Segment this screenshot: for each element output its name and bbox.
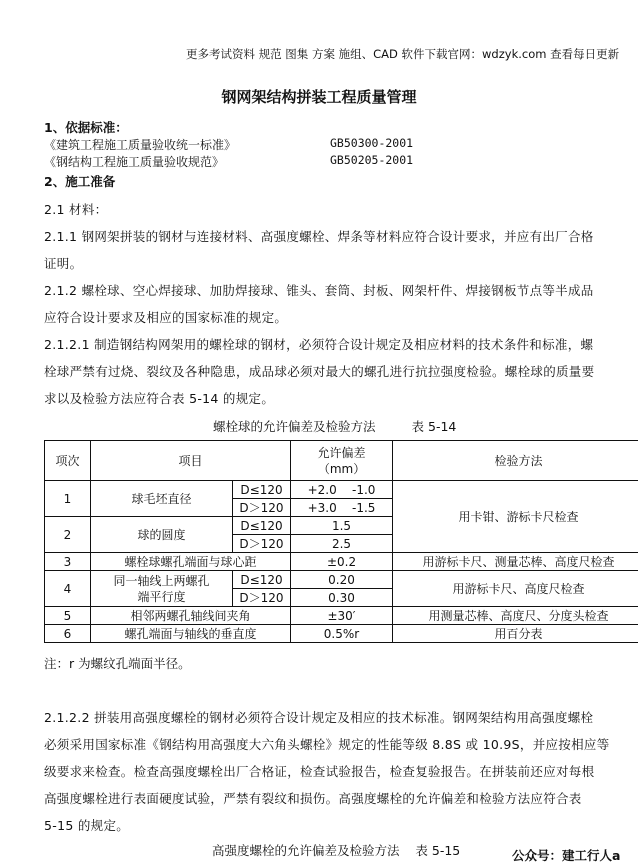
cell-item: 螺孔端面与轴线的垂直度: [91, 625, 291, 643]
cell-item: 螺栓球螺孔端面与球心距: [91, 553, 291, 571]
standard-ref-1: [44, 136, 236, 153]
para-2-1-2-2-line3: 级要求来检查。检查高强度螺栓出厂合格证，检查试验报告，检查复验报告。在拼装前还应对每根: [44, 762, 594, 780]
cell-tolerance: ±0.2: [291, 553, 393, 571]
section1-heading: 1、依据标准：: [44, 118, 128, 136]
cell-method: 用测量芯棒、高度尺、分度头检查: [393, 607, 638, 625]
header-item-no: 项次: [45, 441, 91, 481]
table-row: [45, 571, 638, 589]
table-row: [45, 481, 638, 499]
cell-item: 相邻两螺孔轴线间夹角: [91, 607, 291, 625]
para-2-1-2-1-line2: 栓球严禁有过烧、裂纹及各种隐患，成品球必须对最大的螺孔进行抗拉强度检验。螺栓球的质量要: [44, 362, 594, 380]
cell-item: 同一轴线上两螺孔 端平行度: [91, 571, 233, 607]
table-number: 表 5-14: [412, 419, 457, 434]
table-5-15-caption: [212, 841, 460, 859]
cell-no: 1: [45, 481, 91, 517]
tolerance-table-5-14: [44, 440, 638, 643]
cell-tolerance: 1.5: [291, 517, 393, 535]
cell-tolerance: 0.5%r: [291, 625, 393, 643]
cell-condition: D＞120: [233, 535, 291, 553]
cell-no: 4: [45, 571, 91, 607]
header-line: 更多考试资料 规范 图集 方案 施组、CAD 软件下载官网：wdzyk.com 查看每日更新: [186, 46, 619, 62]
cell-condition: D＞120: [233, 499, 291, 517]
table-note: 注：r 为螺纹孔端面半径。: [44, 654, 191, 672]
para-2-1-1-cont: 证明。: [44, 254, 82, 272]
para-2-1-2-2-line5: 5-15 的规定。: [44, 816, 129, 834]
table-5-14-caption: [213, 417, 456, 435]
cell-no: 5: [45, 607, 91, 625]
cell-method: 用游标卡尺、高度尺检查: [393, 571, 638, 607]
para-2-1-2-cont: 应符合设计要求及相应的国家标准的规定。: [44, 308, 287, 326]
cell-tolerance: +3.0 -1.5: [291, 499, 393, 517]
section2-heading: 2、施工准备: [44, 172, 115, 190]
header-tolerance: 允许偏差 （mm）: [291, 441, 393, 481]
para-2-1-2-2-line2: 必须采用国家标准《钢结构用高强度大六角头螺栓》规定的性能等级 8.8S 或 10.9S，并应按相应等: [44, 735, 610, 753]
cell-no: 6: [45, 625, 91, 643]
para-2-1-2-1-line1: 2.1.2.1 制造钢结构网架用的螺栓球的钢材，必须符合设计规定及相应材料的技术条件和标准，螺: [44, 335, 593, 353]
standard-code: GB50300-2001: [330, 136, 413, 150]
para-2-1-2-2-line1: 2.1.2.2 拼装用高强度螺栓的钢材必须符合设计规定及相应的技术标准。钢网架结构用高强度螺栓: [44, 708, 593, 726]
cell-condition: D≤120: [233, 571, 291, 589]
cell-condition: D≤120: [233, 481, 291, 499]
standard-name: 《建筑工程施工质量验收统一标准》: [44, 138, 236, 152]
cell-item: 球的圆度: [91, 517, 233, 553]
cell-method: 用卡钳、游标卡尺检查: [393, 481, 638, 553]
para-2-1-1: 2.1.1 钢网架拼装的钢材与连接材料、高强度螺栓、焊条等材料应符合设计要求，并应有出厂合格: [44, 227, 594, 245]
cell-no: 2: [45, 517, 91, 553]
watermark-text: 公众号：建工行人a: [512, 846, 620, 864]
cell-tolerance: 0.30: [291, 589, 393, 607]
header-method: 检验方法: [393, 441, 638, 481]
para-2-1-2: 2.1.2 螺栓球、空心焊接球、加肋焊接球、锥头、套筒、封板、网架杆件、焊接钢板节点等半成品: [44, 281, 594, 299]
table-row: [45, 607, 638, 625]
table-header-row: [45, 441, 638, 481]
cell-tolerance: 0.20: [291, 571, 393, 589]
standard-ref-2: [44, 153, 224, 170]
cell-condition: D＞120: [233, 589, 291, 607]
para-2-1-2-2-line4: 高强度螺栓进行表面硬度试验，严禁有裂纹和损伤。高强度螺栓的允许偏差和检验方法应符合表: [44, 789, 582, 807]
cell-method: 用百分表: [393, 625, 638, 643]
cell-no: 3: [45, 553, 91, 571]
cell-tolerance: +2.0 -1.0: [291, 481, 393, 499]
table-number: 表 5-15: [415, 843, 460, 858]
cell-tolerance: 2.5: [291, 535, 393, 553]
cell-method: 用游标卡尺、测量芯棒、高度尺检查: [393, 553, 638, 571]
table-caption-text: 螺栓球的允许偏差及检验方法: [213, 419, 376, 434]
standard-code: GB50205-2001: [330, 153, 413, 167]
header-item: 项目: [91, 441, 291, 481]
cell-item: 球毛坯直径: [91, 481, 233, 517]
cell-condition: D≤120: [233, 517, 291, 535]
materials-heading: 2.1 材料：: [44, 200, 107, 218]
standard-name: 《钢结构工程施工质量验收规范》: [44, 155, 224, 169]
page-title: 钢网架结构拼装工程质量管理: [0, 86, 638, 107]
table-row: [45, 553, 638, 571]
table-caption-text: 高强度螺栓的允许偏差及检验方法: [212, 843, 400, 858]
table-row: [45, 625, 638, 643]
cell-tolerance: ±30′: [291, 607, 393, 625]
para-2-1-2-1-line3: 求以及检验方法应符合表 5-14 的规定。: [44, 389, 274, 407]
